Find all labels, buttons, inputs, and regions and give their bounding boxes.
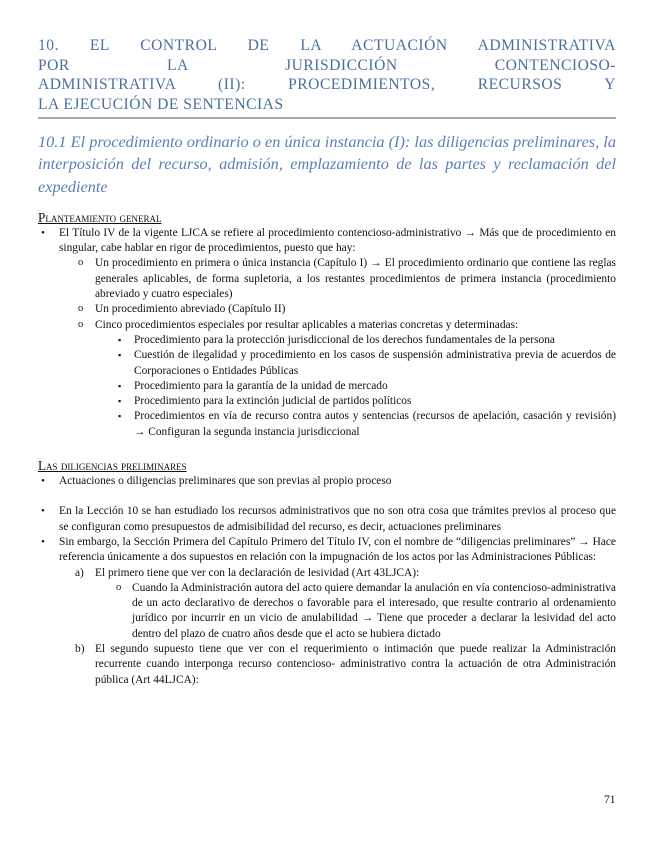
section-heading-label: Planteamiento general [38, 209, 162, 225]
chapter-title-line-3: ADMINISTRATIVA (II): PROCEDIMIENTOS, RECURSOS Y [38, 76, 616, 93]
list-item: o Un procedimiento abreviado (Capítulo II) [38, 302, 616, 317]
list-item: ▪ Procedimiento para la protección jurisdiccional de los derechos fundamentales de la persona [38, 333, 616, 348]
list-item-a-text: El primero tiene que ver con la declaración de lesividad (Art 43LJCA): [95, 566, 420, 579]
list-item: • Sin embargo, la Sección Primera del Capítulo Primero del Título IV, con el nombre de “diligencias preliminares” → Hace referencia únicamente a dos supuestos en relación con la impugnación de los actos por las Administraciones Públicas: [38, 535, 616, 566]
page-number: 71 [604, 794, 616, 806]
chapter-title-line-1: 10. EL CONTROL DE LA ACTUACIÓN ADMINISTRATIVA [38, 37, 616, 54]
list-item: • En la Lección 10 se han estudiado los recursos administrativos que no son otra cosa que trámites previos al proceso que se configuran como presupuestos de admisibilidad del recurso, es decir, actuaciones preliminares [38, 504, 616, 535]
list-item: ▪ Cuestión de ilegalidad y procedimiento en los casos de suspensión administrativa previa de acuerdos de Corporaciones o Entidades Públicas [38, 348, 616, 379]
chapter-title [38, 36, 616, 114]
section-heading-planteamiento [38, 210, 616, 226]
title-divider [38, 117, 616, 119]
list-item-a [38, 566, 616, 581]
list-marker-a: a) [75, 566, 84, 579]
list-item: o Cuando la Administración autora del acto quiere demandar la anulación en vía contencioso-administrativa de un acto declarativo de derechos o favorable para el interesado, que resulte contrario al ordenamiento jurídico por incurrir en un vicio de anulabilidad → Tiene que proceder a declarar la lesividad del acto dentro del plazo de cuatro años desde que el acto se hubiera dictado [38, 581, 616, 642]
spacer [38, 489, 616, 504]
chapter-title-line-2: POR LA JURISDICCIÓN CONTENCIOSO- [38, 56, 616, 74]
list-item: ▪ Procedimientos en vía de recurso contra autos y sentencias (recursos de apelación, casación y revisión) → Configuran la segunda instancia jurisdiccional [38, 409, 616, 440]
section-heading-label: Las diligencias preliminares [38, 458, 187, 474]
section-heading-diligencias [38, 458, 616, 474]
list-item: ▪ Procedimiento para la extinción judicial de partidos políticos [38, 394, 616, 409]
list-item: ▪ Procedimiento para la garantía de la unidad de mercado [38, 379, 616, 394]
subtitle: 10.1 El procedimiento ordinario o en única instancia (I): las diligencias preliminares, la interposición del recurso, admisión, emplazamiento de las partes y reclamación del expediente [38, 132, 616, 196]
page-content [38, 36, 616, 688]
list-marker-b: b) [75, 643, 85, 656]
chapter-title-line-4: LA EJECUCIÓN DE SENTENCIAS [38, 95, 284, 113]
list-item: • Actuaciones o diligencias preliminares que son previas al propio proceso [38, 474, 616, 489]
list-item: o Cinco procedimientos especiales por resultar aplicables a materias concretas y determinadas: [38, 318, 616, 333]
section1-list [38, 226, 616, 440]
list-item-b [38, 642, 616, 688]
list-item-b-text: El segundo supuesto tiene que ver con el requerimiento o intimación que puede realizar la Administración recurrente cuando interponga recurso contencioso- administrativo contra la actuación de otra Administración pública (Art 44LJCA): [95, 643, 616, 686]
list-item: • El Título IV de la vigente LJCA se refiere al procedimiento contencioso-administrativo → Más que de procedimiento en singular, cabe hablar en rigor de procedimientos, puesto que hay: [38, 226, 616, 257]
list-item: o Un procedimiento en primera o única instancia (Capítulo I) → El procedimiento ordinario que contiene las reglas generales aplicables, de forma supletoria, a los restantes procedimientos de primera instancia (procedimiento abreviado y cuatro especiales) [38, 256, 616, 302]
section2-list [38, 474, 616, 688]
